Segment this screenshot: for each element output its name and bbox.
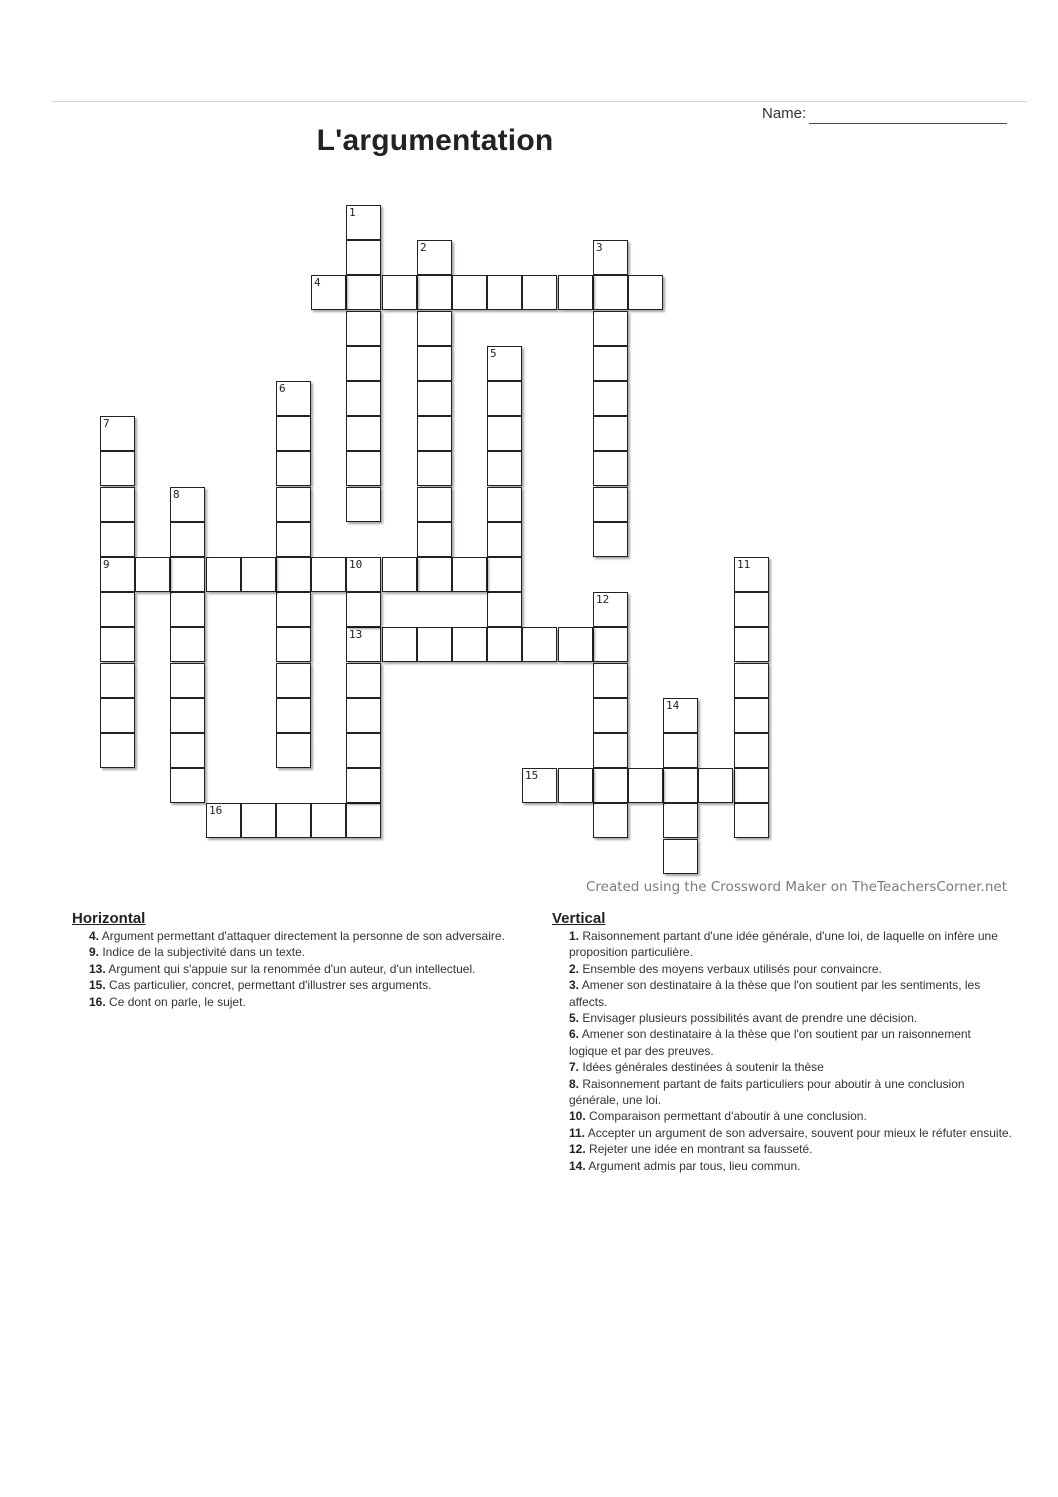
clue-item-text: Amener son destinataire à la thèse que l'on soutient par les sentiments, les affects. <box>569 978 981 1009</box>
clue-number: 16 <box>209 804 223 817</box>
clue-item <box>72 944 512 960</box>
crossword-cell[interactable] <box>276 487 311 522</box>
crossword-cell[interactable] <box>593 311 628 346</box>
crossword-cell[interactable] <box>170 663 205 698</box>
crossword-cell[interactable] <box>346 311 381 346</box>
crossword-cell[interactable] <box>276 592 311 627</box>
crossword-cell[interactable] <box>487 451 522 486</box>
clue-number: 9 <box>103 558 110 571</box>
crossword-cell[interactable] <box>276 381 311 416</box>
crossword-cell[interactable] <box>628 275 663 310</box>
crossword-cell[interactable] <box>100 487 135 522</box>
clue-item-number: 12. <box>569 1142 586 1157</box>
clue-item-number: 16. <box>89 994 106 1009</box>
crossword-cell[interactable] <box>522 275 557 310</box>
clue-item-number: 1. <box>569 929 580 943</box>
crossword-cell[interactable] <box>417 627 452 662</box>
clue-item <box>72 977 512 993</box>
crossword-cell[interactable] <box>417 240 452 275</box>
crossword-cell[interactable] <box>276 698 311 733</box>
clue-number: 6 <box>279 382 286 395</box>
crossword-cell[interactable] <box>593 627 628 662</box>
crossword-cell[interactable] <box>417 487 452 522</box>
crossword-cell[interactable] <box>346 240 381 275</box>
clue-item-number: 11. <box>569 1125 586 1140</box>
crossword-cell[interactable] <box>206 803 241 838</box>
clue-number: 2 <box>420 241 427 254</box>
crossword-cell[interactable] <box>593 522 628 557</box>
clue-item-number: 2. <box>569 961 580 976</box>
crossword-cell[interactable] <box>276 627 311 662</box>
clue-item-text: Raisonnement partant d'une idée générale, d'une loi, de laquelle on infère une proposition particulière. <box>569 929 998 960</box>
crossword-cell[interactable] <box>276 416 311 451</box>
clue-item-text: Idées générales destinées à soutenir la thèse <box>579 1060 824 1075</box>
crossword-cell[interactable] <box>100 663 135 698</box>
crossword-cell[interactable] <box>593 381 628 416</box>
crossword-cell[interactable] <box>346 803 381 838</box>
crossword-cell[interactable] <box>311 803 346 838</box>
clue-item <box>552 1108 1012 1124</box>
crossword-cell[interactable] <box>487 592 522 627</box>
crossword-cell[interactable] <box>311 557 346 592</box>
clue-item-text: Envisager plusieurs possibilités avant de prendre une décision. <box>579 1011 918 1026</box>
crossword-cell[interactable] <box>417 381 452 416</box>
crossword-cell[interactable] <box>698 768 733 803</box>
crossword-cell[interactable] <box>487 416 522 451</box>
crossword-cell[interactable] <box>593 803 628 838</box>
clue-number: 1 <box>349 206 356 219</box>
crossword-cell[interactable] <box>346 768 381 803</box>
credit-text: Created using the Crossword Maker on TheTeachersCorner.net <box>585 879 1007 895</box>
clue-number: 10 <box>349 558 363 571</box>
crossword-cell[interactable] <box>382 557 417 592</box>
crossword-cell[interactable] <box>100 522 135 557</box>
clue-number: 13 <box>349 628 363 641</box>
crossword-cell[interactable] <box>734 698 769 733</box>
crossword-cell[interactable] <box>276 557 311 592</box>
crossword-cell[interactable] <box>734 733 769 768</box>
crossword-cell[interactable] <box>487 275 522 310</box>
crossword-cell[interactable] <box>452 557 487 592</box>
crossword-cell[interactable] <box>276 733 311 768</box>
crossword-cell[interactable] <box>346 487 381 522</box>
clue-item-number: 8. <box>569 1076 580 1091</box>
clue-item <box>552 1141 1012 1157</box>
crossword-cell[interactable] <box>734 768 769 803</box>
crossword-cell[interactable] <box>487 557 522 592</box>
vertical-clue-list <box>552 928 1012 1174</box>
clue-item <box>72 961 512 977</box>
clue-item <box>552 1059 1012 1075</box>
clue-item-text: Indice de la subjectivité dans un texte. <box>99 945 306 960</box>
clue-number: 15 <box>525 769 539 782</box>
crossword-cell[interactable] <box>346 733 381 768</box>
clue-item-text: Argument permettant d'attaquer directement la personne de son adversaire. <box>99 929 505 943</box>
crossword-cell[interactable] <box>170 592 205 627</box>
crossword-cell[interactable] <box>593 768 628 803</box>
crossword-cell[interactable] <box>487 381 522 416</box>
clue-item-text: Argument qui s'appuie sur la renommée d'un auteur, d'un intellectuel. <box>105 961 476 976</box>
crossword-cell[interactable] <box>734 663 769 698</box>
clue-number: 3 <box>596 241 603 254</box>
crossword-cell[interactable] <box>100 557 135 592</box>
crossword-cell[interactable] <box>558 768 593 803</box>
crossword-cell[interactable] <box>346 346 381 381</box>
clue-item-text: Rejeter une idée en montrant sa fausseté. <box>585 1142 813 1157</box>
clue-number: 7 <box>103 417 110 430</box>
page-title: L'argumentation <box>316 124 554 157</box>
crossword-cell[interactable] <box>241 803 276 838</box>
clue-number: 5 <box>490 347 497 360</box>
crossword-cell[interactable] <box>593 698 628 733</box>
crossword-cell[interactable] <box>593 451 628 486</box>
crossword-cell[interactable] <box>346 592 381 627</box>
crossword-cell[interactable] <box>487 627 522 662</box>
crossword-cell[interactable] <box>628 768 663 803</box>
crossword-cell[interactable] <box>663 803 698 838</box>
clue-item-text: Ensemble des moyens verbaux utilisés pour convaincre. <box>579 961 882 976</box>
clue-item-number: 10. <box>569 1109 586 1124</box>
clue-item <box>552 1125 1012 1141</box>
crossword-cell[interactable] <box>100 416 135 451</box>
crossword-cell[interactable] <box>100 733 135 768</box>
crossword-cell[interactable] <box>663 698 698 733</box>
clue-item-number: 15. <box>89 978 106 993</box>
crossword-cell[interactable] <box>382 627 417 662</box>
crossword-cell[interactable] <box>346 416 381 451</box>
clue-item-text: Amener son destinataire à la thèse que l'on soutient par un raisonnement logique et par des preuves. <box>569 1027 971 1058</box>
crossword-cell[interactable] <box>346 557 381 592</box>
crossword-cell[interactable] <box>346 451 381 486</box>
clue-item-number: 5. <box>569 1011 580 1026</box>
crossword-cell[interactable] <box>206 557 241 592</box>
crossword-cell[interactable] <box>170 627 205 662</box>
clue-item <box>552 1026 1012 1059</box>
crossword-cell[interactable] <box>452 627 487 662</box>
crossword-cell[interactable] <box>734 803 769 838</box>
crossword-cell[interactable] <box>417 522 452 557</box>
clue-item-text: Raisonnement partant de faits particuliers pour aboutir à une conclusion générale, une loi. <box>569 1076 965 1108</box>
clue-number: 11 <box>737 558 751 571</box>
crossword-cell[interactable] <box>382 275 417 310</box>
crossword-cell[interactable] <box>346 698 381 733</box>
crossword-cell[interactable] <box>346 381 381 416</box>
crossword-cell[interactable] <box>417 346 452 381</box>
crossword-cell[interactable] <box>593 733 628 768</box>
crossword-cell[interactable] <box>276 522 311 557</box>
crossword-cell[interactable] <box>170 698 205 733</box>
crossword-cell[interactable] <box>170 768 205 803</box>
crossword-cell[interactable] <box>417 451 452 486</box>
clue-item-text: Argument admis par tous, lieu commun. <box>585 1158 801 1173</box>
clue-item-text: Ce dont on parle, le sujet. <box>105 994 246 1009</box>
horizontal-clue-list <box>72 928 512 1010</box>
horizontal-heading: Horizontal <box>72 910 146 927</box>
clue-number: 8 <box>173 488 180 501</box>
crossword-cell[interactable] <box>558 627 593 662</box>
crossword-cell[interactable] <box>346 627 381 662</box>
clue-item-number: 13. <box>89 961 106 976</box>
crossword-cell[interactable] <box>593 240 628 275</box>
clue-item <box>552 928 1012 961</box>
clue-number: 12 <box>596 593 610 606</box>
crossword-cell[interactable] <box>100 451 135 486</box>
crossword-cell[interactable] <box>276 803 311 838</box>
crossword-cell[interactable] <box>452 275 487 310</box>
clue-item-text: Accepter un argument de son adversaire, souvent pour mieux le réfuter ensuite. <box>585 1125 1012 1140</box>
crossword-cell[interactable] <box>100 592 135 627</box>
crossword-cell[interactable] <box>593 487 628 522</box>
crossword-cell[interactable] <box>346 275 381 310</box>
crossword-cell[interactable] <box>135 557 170 592</box>
crossword-cell[interactable] <box>417 557 452 592</box>
crossword-cell[interactable] <box>100 627 135 662</box>
clue-number: 14 <box>666 699 680 712</box>
crossword-cell[interactable] <box>346 205 381 240</box>
crossword-cell[interactable] <box>170 487 205 522</box>
crossword-cell[interactable] <box>593 592 628 627</box>
crossword-cell[interactable] <box>417 416 452 451</box>
crossword-cell[interactable] <box>241 557 276 592</box>
clue-item <box>72 994 512 1010</box>
crossword-cell[interactable] <box>487 346 522 381</box>
crossword-cell[interactable] <box>663 768 698 803</box>
clue-item <box>552 977 1012 1010</box>
crossword-cell[interactable] <box>734 627 769 662</box>
crossword-cell[interactable] <box>663 733 698 768</box>
crossword-cell[interactable] <box>593 416 628 451</box>
horizontal-clues <box>72 910 512 1010</box>
crossword-cell[interactable] <box>663 839 698 874</box>
clue-item-number: 7. <box>569 1060 580 1075</box>
crossword-cell[interactable] <box>170 733 205 768</box>
crossword-cell[interactable] <box>593 663 628 698</box>
crossword-cell[interactable] <box>734 592 769 627</box>
clue-item <box>552 1158 1012 1174</box>
crossword-cell[interactable] <box>276 451 311 486</box>
crossword-cell[interactable] <box>417 275 452 310</box>
crossword-cell[interactable] <box>487 487 522 522</box>
clue-item <box>552 1076 1012 1109</box>
clue-item-text: Comparaison permettant d'aboutir à une conclusion. <box>585 1109 867 1124</box>
crossword-cell[interactable] <box>346 663 381 698</box>
crossword-cell[interactable] <box>100 698 135 733</box>
crossword-cell[interactable] <box>276 663 311 698</box>
crossword-cell[interactable] <box>593 275 628 310</box>
crossword-cell[interactable] <box>170 557 205 592</box>
crossword-cell[interactable] <box>311 275 346 310</box>
crossword-cell[interactable] <box>734 557 769 592</box>
clue-item-text: Cas particulier, concret, permettant d'illustrer ses arguments. <box>105 978 432 993</box>
clue-item <box>72 928 512 944</box>
crossword-cell[interactable] <box>487 522 522 557</box>
crossword-cell[interactable] <box>593 346 628 381</box>
crossword-cell[interactable] <box>170 522 205 557</box>
clue-number: 4 <box>314 276 321 289</box>
clue-item-number: 9. <box>89 945 100 960</box>
crossword-cell[interactable] <box>522 627 557 662</box>
crossword-cell[interactable] <box>417 311 452 346</box>
clue-item <box>552 961 1012 977</box>
clue-item <box>552 1010 1012 1026</box>
crossword-cell[interactable] <box>558 275 593 310</box>
clue-item-number: 4. <box>89 929 100 943</box>
name-label: Name: <box>762 105 807 122</box>
clue-item-number: 6. <box>569 1027 580 1042</box>
vertical-heading: Vertical <box>552 910 606 927</box>
crossword-cell[interactable] <box>522 768 557 803</box>
clue-item-number: 14. <box>569 1158 586 1173</box>
vertical-clues <box>552 910 1012 1174</box>
clue-item-number: 3. <box>569 978 580 993</box>
